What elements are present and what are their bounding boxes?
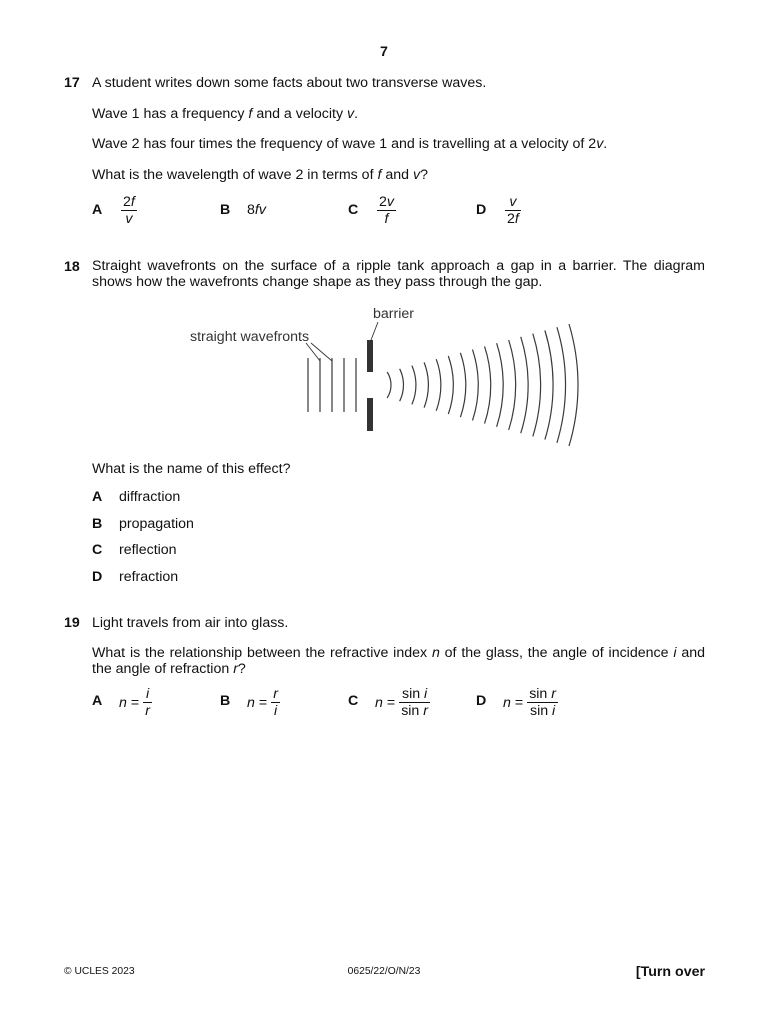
diffracted-wavefront [460, 353, 465, 417]
option-letter-c: C [92, 542, 103, 558]
diffracted-wavefront [400, 369, 404, 401]
variable-r: r [551, 686, 556, 702]
q17-line-2 [92, 106, 358, 122]
variable-v: v [125, 211, 133, 227]
q17-line-1: A student writes down some facts about two transverse waves. [92, 75, 487, 91]
text-run: ? [420, 167, 428, 183]
variable-i: i [673, 645, 677, 661]
variable-n: n [119, 694, 127, 711]
text-run: Wave 2 has four times the frequency of wave 1 and is travelling at a velocity of 2 [92, 136, 597, 152]
variables-fv: fv [254, 202, 266, 218]
equals-sign: = [130, 694, 140, 711]
option-d-answer [505, 194, 521, 227]
variable-f: f [130, 194, 135, 210]
diffracted-wavefront [509, 340, 516, 430]
variable-r: r [233, 660, 238, 677]
variable-i: i [145, 686, 150, 702]
footer-paper-code: 0625/22/O/N/23 [347, 966, 421, 977]
sine-function: sin [401, 703, 424, 719]
variable-v: v [509, 194, 517, 210]
diffracted-wavefront [436, 359, 441, 411]
fraction [377, 194, 396, 227]
text-run: and [381, 167, 413, 183]
denominator [505, 210, 521, 227]
option-letter-d: D [476, 202, 487, 218]
option-letter-d: D [476, 693, 487, 709]
numerator [505, 194, 521, 210]
fraction [505, 194, 521, 227]
option-letter-a: A [92, 489, 103, 505]
text-run: . [603, 136, 608, 152]
option-letter-c: C [348, 693, 359, 709]
diffracted-wavefronts [387, 324, 578, 446]
fraction [143, 686, 152, 719]
straight-wavefronts [308, 358, 356, 412]
denominator [399, 702, 430, 719]
diffracted-wavefront [448, 356, 453, 414]
text-run: of the glass, the angle of incidence [439, 645, 674, 661]
variable-i: i [424, 686, 428, 702]
option-d-text: refraction [119, 569, 179, 585]
option-d-answer [503, 686, 558, 719]
variable-v: v [386, 194, 394, 210]
option-letter-b: B [92, 516, 103, 532]
text-run: and a velocity [252, 106, 348, 122]
equals-sign: = [258, 694, 268, 711]
coefficient: 8 [247, 202, 255, 218]
diffracted-wavefront [472, 350, 478, 421]
option-b-text: propagation [119, 516, 194, 532]
wavefront-leader-line [311, 343, 332, 361]
barrier-lower [367, 398, 373, 431]
diffraction-diagram [180, 300, 600, 460]
footer-copyright: © UCLES 2023 [64, 966, 135, 977]
denominator [527, 702, 558, 719]
option-c-text: reflection [119, 542, 177, 558]
text-run: What is the wavelength of wave 2 in terms of [92, 167, 378, 183]
variable-n: n [503, 694, 511, 711]
denominator [271, 702, 280, 719]
q18-question: What is the name of this effect? [92, 461, 291, 477]
variable-v: v [412, 167, 421, 183]
numerator [271, 686, 280, 702]
coefficient: 2 [507, 211, 515, 227]
barrier-upper [367, 340, 373, 372]
option-a-answer [119, 686, 152, 719]
variable-f: f [377, 167, 382, 183]
denominator [143, 702, 152, 719]
straight-wavefronts-label: straight wavefronts [190, 329, 310, 345]
numerator [527, 686, 558, 702]
q17-line-4 [92, 167, 428, 183]
option-b-answer [247, 202, 266, 218]
fraction [399, 686, 430, 719]
variable-f: f [384, 211, 389, 227]
coefficient: 2 [123, 194, 131, 210]
fraction [121, 194, 137, 227]
page-number: 7 [380, 44, 388, 60]
sine-function: sin [529, 686, 552, 702]
coefficient: 2 [379, 194, 387, 210]
q17-line-3 [92, 136, 607, 152]
sine-function: sin [401, 686, 425, 702]
option-letter-c: C [348, 202, 359, 218]
variable-n: n [247, 694, 255, 711]
option-b-answer [247, 686, 280, 719]
text-run: ? [237, 660, 246, 677]
option-letter-a: A [92, 202, 103, 218]
q19-stem: Light travels from air into glass. [92, 615, 289, 631]
q18-stem: Straight wavefronts on the surface of a ripple tank approach a gap in a barrier. The diagram shows how the wavefronts change shape as they pass through the gap. [92, 258, 705, 290]
text-run: and the angle of refraction [92, 645, 705, 677]
q19-question [92, 646, 705, 677]
diffracted-wavefront [485, 346, 491, 423]
question-number: 18 [64, 259, 80, 275]
option-letter-d: D [92, 569, 103, 585]
variable-v: v [347, 106, 355, 122]
variable-r: r [423, 703, 428, 719]
variable-r: r [145, 703, 150, 719]
variable-v: v [596, 136, 604, 152]
diffracted-wavefront [557, 327, 566, 443]
turn-over-note: [Turn over [635, 964, 705, 980]
diffracted-wavefront [569, 324, 578, 446]
diffracted-wavefront [387, 372, 391, 398]
equals-sign: = [386, 694, 396, 711]
diffracted-wavefront [424, 362, 428, 407]
option-letter-b: B [220, 202, 231, 218]
variable-r: r [273, 686, 278, 702]
variable-i: i [273, 703, 278, 719]
fraction [271, 686, 280, 719]
numerator [143, 686, 152, 702]
option-letter-b: B [220, 693, 231, 709]
variable-f: f [514, 211, 519, 227]
variable-n: n [375, 694, 383, 711]
variable-i: i [552, 703, 556, 719]
question-number: 17 [64, 75, 80, 91]
text-run: What is the relationship between the refractive index [92, 645, 432, 661]
text-run: . [354, 106, 359, 122]
variable-n: n [431, 645, 440, 661]
text-run: Wave 1 has a frequency [92, 106, 249, 122]
diffracted-wavefront [521, 337, 528, 433]
sine-function: sin [529, 703, 553, 719]
numerator [399, 686, 430, 702]
denominator [377, 210, 396, 227]
option-letter-a: A [92, 693, 103, 709]
option-c-answer [375, 686, 430, 719]
denominator [121, 210, 137, 227]
barrier-leader-line [371, 322, 378, 340]
barrier-label: barrier [373, 306, 414, 322]
fraction [527, 686, 558, 719]
diffracted-wavefront [412, 366, 416, 405]
equals-sign: = [514, 694, 524, 711]
question-number: 19 [64, 615, 80, 631]
numerator [121, 194, 137, 210]
option-c-answer [377, 194, 396, 227]
option-a-text: diffraction [119, 489, 181, 505]
diffracted-wavefront [497, 343, 504, 427]
numerator [377, 194, 396, 210]
variable-f: f [248, 106, 253, 122]
option-a-answer [121, 194, 137, 227]
diffracted-wavefront [545, 330, 553, 439]
diffracted-wavefront [533, 334, 541, 437]
